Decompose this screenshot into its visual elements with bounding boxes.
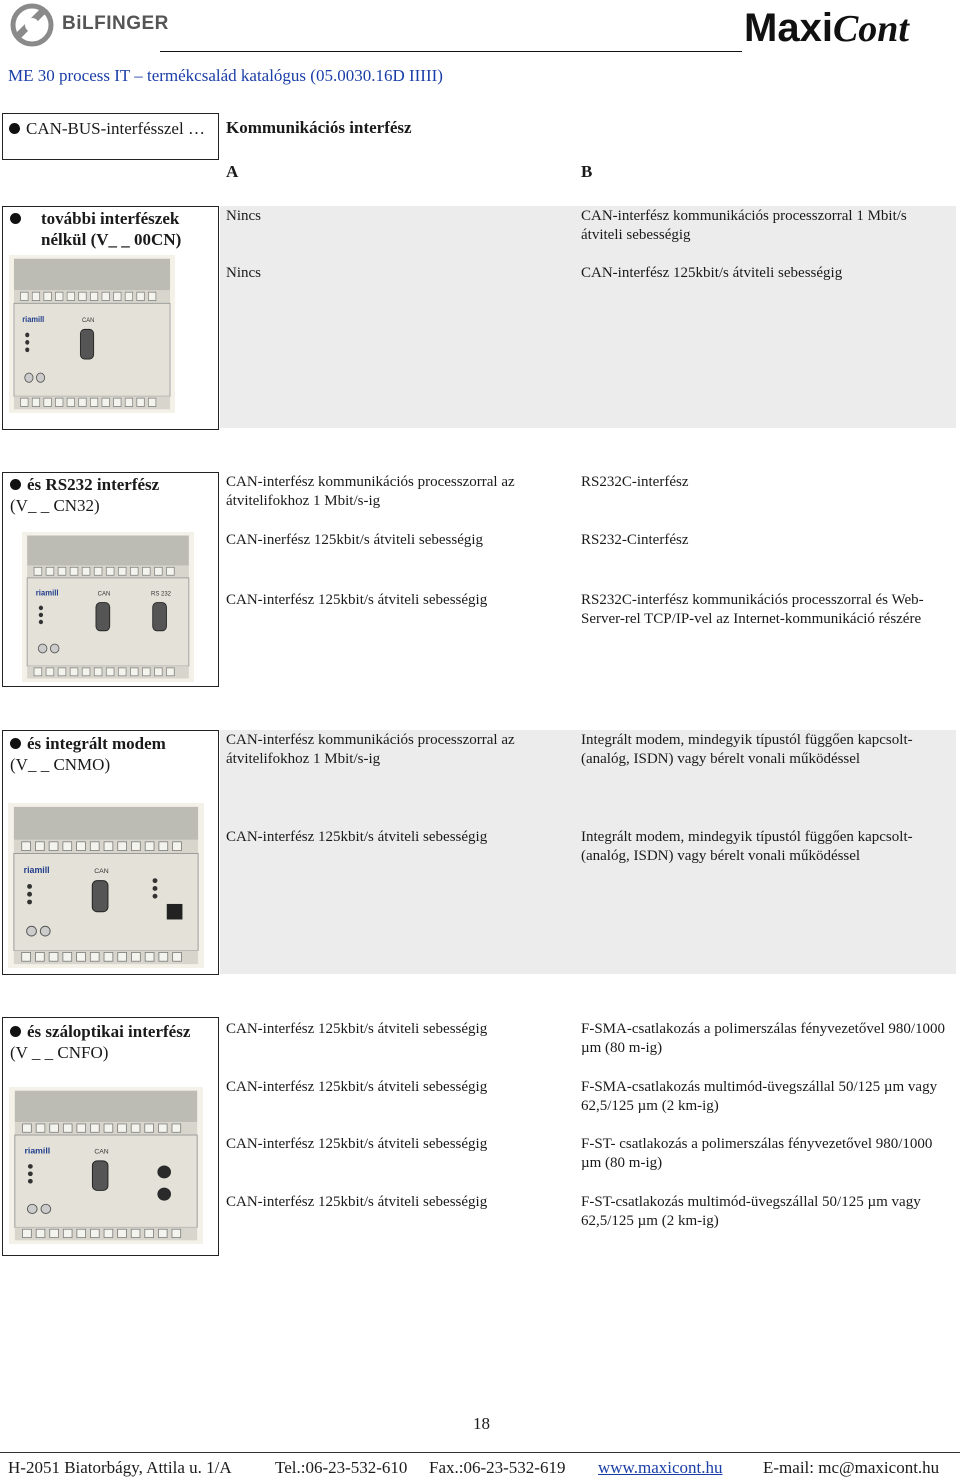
section-1-device-image bbox=[9, 255, 175, 413]
led-icon bbox=[27, 900, 32, 905]
s1-row2-b: CAN-interfész 125kbit/s átviteli sebességig bbox=[581, 265, 843, 281]
device-brand-label: riamill bbox=[35, 588, 59, 598]
terminal-icon bbox=[118, 567, 126, 575]
terminal-icon bbox=[36, 1124, 45, 1132]
dsub-port-icon bbox=[96, 603, 110, 631]
terminal-icon bbox=[145, 1124, 154, 1132]
terminal-icon bbox=[159, 842, 168, 851]
terminal-icon bbox=[77, 842, 86, 851]
terminal-icon bbox=[94, 567, 102, 575]
terminal-icon bbox=[154, 567, 162, 575]
can-port-label: CAN bbox=[97, 590, 111, 598]
rotary-switch-icon bbox=[36, 373, 44, 382]
terminal-icon bbox=[114, 292, 121, 300]
terminal-icon bbox=[63, 1124, 72, 1132]
terminal-icon bbox=[63, 842, 72, 851]
s3-row2-a: CAN-interfész 125kbit/s átviteli sebességig bbox=[226, 829, 488, 845]
rotary-switch-icon bbox=[40, 926, 50, 936]
company-logo bbox=[8, 2, 168, 48]
footer-fax: Fax.:06-23-532-619 bbox=[429, 1458, 566, 1477]
terminal-icon bbox=[90, 842, 99, 851]
terminal-icon bbox=[148, 292, 155, 300]
terminal-icon bbox=[137, 292, 144, 300]
s4-row2-b: F-SMA-csatlakozás multimód-üvegszállal 50/125 µm vagy 62,5/125 µm (2 km-ig) bbox=[581, 1079, 938, 1114]
terminal-icon bbox=[104, 1124, 113, 1132]
s2-row3-a: CAN-interfész 125kbit/s átviteli sebességig bbox=[226, 592, 488, 608]
s3-row2-b: Integrált modem, mindegyik típustól függően kapcsolt- (analóg, ISDN) vagy bérelt vonali működéssel bbox=[581, 829, 913, 864]
footer-tel: Tel.:06-23-532-610 bbox=[275, 1458, 408, 1477]
led-icon bbox=[25, 340, 29, 345]
column-a-header: A bbox=[226, 162, 239, 181]
brand-logo bbox=[744, 6, 909, 51]
bullet-icon bbox=[9, 123, 20, 134]
device-illustration bbox=[8, 803, 204, 968]
led-icon bbox=[28, 1179, 33, 1184]
s4-row2-a: CAN-interfész 125kbit/s átviteli sebességig bbox=[226, 1079, 488, 1095]
terminal-icon bbox=[22, 842, 31, 851]
s2-row1-b: RS232C-interfész bbox=[581, 474, 689, 490]
s2-row2-b: RS232-Cinterfész bbox=[581, 532, 689, 548]
device-illustration bbox=[22, 532, 194, 682]
terminal-icon bbox=[21, 292, 28, 300]
terminal-icon bbox=[145, 842, 154, 851]
terminal-icon bbox=[90, 1124, 99, 1132]
footer-email: E-mail: mc@maxicont.hu bbox=[763, 1458, 940, 1477]
footer-address: H-2051 Biatorbágy, Attila u. 1/A bbox=[8, 1458, 232, 1477]
device-brand-label: riamill bbox=[22, 314, 45, 325]
terminal-icon bbox=[70, 567, 78, 575]
terminal-icon bbox=[158, 1124, 167, 1132]
footer-website-link[interactable]: www.maxicont.hu bbox=[598, 1458, 723, 1477]
terminal-icon bbox=[130, 567, 138, 575]
device-illustration bbox=[9, 1087, 203, 1244]
led-icon bbox=[27, 884, 32, 889]
led-icon bbox=[27, 892, 32, 897]
can-port-label: CAN bbox=[94, 1148, 109, 1156]
s4-row4-b: F-ST-csatlakozás multimód-üvegszállal 50/125 µm vagy 62,5/125 µm (2 km-ig) bbox=[581, 1194, 921, 1229]
section-3-title-line2: (V_ _ CNMO) bbox=[10, 755, 111, 774]
terminal-icon bbox=[131, 842, 140, 851]
terminal-icon bbox=[79, 292, 86, 300]
device-brand-label: riamill bbox=[23, 864, 50, 875]
s4-row1-b: F-SMA-csatlakozás a polimerszálas fényvezetővel 980/1000 µm (80 m-ig) bbox=[581, 1021, 946, 1056]
s2-row2-a: CAN-inerfész 125kbit/s átviteli sebességig bbox=[226, 532, 484, 548]
rotary-switch-icon bbox=[50, 644, 59, 653]
s4-row3-a: CAN-interfész 125kbit/s átviteli sebességig bbox=[226, 1136, 488, 1152]
section-label-box bbox=[2, 113, 219, 160]
rs232-port-label: RS 232 bbox=[151, 590, 172, 598]
dsub-port-icon bbox=[92, 881, 108, 912]
section-4-title bbox=[10, 1021, 215, 1063]
section-2-title bbox=[10, 474, 215, 516]
section-1-title-line1: további interfészek bbox=[41, 209, 180, 228]
s1-row2-a: Nincs bbox=[226, 265, 261, 281]
column-b-header: B bbox=[581, 162, 593, 181]
bullet-icon bbox=[10, 1026, 21, 1037]
led-icon bbox=[39, 613, 43, 617]
page-number: 18 bbox=[473, 1414, 490, 1433]
terminal-icon bbox=[46, 567, 54, 575]
s4-row4-a: CAN-interfész 125kbit/s átviteli sebességig bbox=[226, 1194, 488, 1210]
section-4-device-image bbox=[9, 1087, 203, 1244]
led-icon bbox=[25, 347, 29, 352]
s4-row3-b: F-ST- csatlakozás a polimerszálas fényvezetővel 980/1000 µm (80 m-ig) bbox=[581, 1136, 933, 1171]
section-label: CAN-BUS-interfésszel … bbox=[26, 119, 205, 138]
fiber-connector-icon bbox=[157, 1188, 171, 1201]
section-1-title bbox=[10, 208, 210, 250]
rotary-switch-icon bbox=[25, 373, 33, 382]
section-4-title-line1: és száloptikai interfész bbox=[27, 1022, 191, 1041]
terminal-icon bbox=[106, 567, 114, 575]
terminal-icon bbox=[172, 1124, 181, 1132]
section-3-device-image bbox=[8, 803, 204, 968]
led-icon bbox=[28, 1172, 33, 1177]
rotary-switch-icon bbox=[41, 1204, 51, 1213]
s3-row1-a: CAN-interfész kommunikációs processzorral az átvitelifokhoz 1 Mbit/s-ig bbox=[226, 732, 515, 767]
s4-row1-a: CAN-interfész 125kbit/s átviteli sebességig bbox=[226, 1021, 488, 1037]
terminal-icon bbox=[55, 292, 62, 300]
led-icon bbox=[39, 606, 43, 610]
bullet-icon bbox=[10, 479, 21, 490]
terminal-icon bbox=[118, 1124, 127, 1132]
terminal-icon bbox=[58, 567, 66, 575]
s1-row1-b: CAN-interfész kommunikációs processzorral 1 Mbit/s átviteli sebességig bbox=[581, 208, 907, 243]
section-2-device-image bbox=[22, 532, 194, 682]
rotary-switch-icon bbox=[27, 926, 37, 936]
s1-row1-a: Nincs bbox=[226, 208, 261, 224]
terminal-icon bbox=[77, 1124, 86, 1132]
terminal-icon bbox=[90, 292, 97, 300]
can-port-label: CAN bbox=[82, 316, 95, 325]
section-4-title-line2: (V _ _ CNFO) bbox=[10, 1043, 109, 1062]
can-port-label: CAN bbox=[94, 867, 109, 875]
s3-row1-b: Integrált modem, mindegyik típustól függően kapcsolt- (analóg, ISDN) vagy bérelt vonali működéssel bbox=[581, 732, 913, 767]
led-icon bbox=[28, 1164, 33, 1169]
bullet-icon bbox=[10, 738, 21, 749]
terminal-icon bbox=[44, 292, 51, 300]
catalog-subtitle: ME 30 process IT – termékcsalád katalógus (05.0030.16D IIIII) bbox=[8, 66, 443, 85]
terminal-icon bbox=[173, 842, 182, 851]
dsub-port-icon bbox=[153, 603, 167, 631]
terminal-icon bbox=[131, 1124, 140, 1132]
rotary-switch-icon bbox=[38, 644, 47, 653]
bilfinger-emblem-icon bbox=[8, 2, 56, 48]
terminal-icon bbox=[125, 292, 132, 300]
s2-row3-b: RS232C-interfész kommunikációs processzorral és Web-Server-rel TCP/IP-vel az Internet-kommunikáció részére bbox=[581, 592, 924, 627]
terminal-icon bbox=[142, 567, 150, 575]
brand-script: Cont bbox=[832, 8, 909, 50]
terminal-icon bbox=[50, 1124, 59, 1132]
column-title: Kommunikációs interfész bbox=[226, 118, 412, 137]
led-icon bbox=[25, 333, 29, 338]
s2-row1-a: CAN-interfész kommunikációs processzorral az átvitelifokhoz 1 Mbit/s-ig bbox=[226, 474, 515, 509]
terminal-icon bbox=[104, 842, 113, 851]
section-2-title-line1: és RS232 interfész bbox=[27, 475, 160, 494]
led-icon bbox=[39, 620, 43, 624]
terminal-icon bbox=[67, 292, 74, 300]
footer-rule bbox=[0, 1452, 960, 1453]
company-name: BiLFINGER bbox=[62, 13, 169, 34]
device-illustration bbox=[9, 255, 175, 413]
terminal-icon bbox=[34, 567, 42, 575]
terminal-icon bbox=[166, 567, 174, 575]
section-3-title-line1: és integrált modem bbox=[27, 734, 166, 753]
terminal-icon bbox=[118, 842, 127, 851]
device-brand-label: riamill bbox=[24, 1145, 51, 1156]
terminal-icon bbox=[32, 292, 39, 300]
dsub-port-icon bbox=[80, 329, 93, 359]
dsub-port-icon bbox=[92, 1161, 108, 1191]
fiber-connector-icon bbox=[157, 1166, 171, 1179]
rj-port-icon bbox=[167, 904, 183, 920]
header-rule bbox=[160, 51, 742, 52]
brand-main: Maxi bbox=[744, 6, 833, 50]
terminal-icon bbox=[35, 842, 44, 851]
terminal-icon bbox=[82, 567, 90, 575]
section-3-title bbox=[10, 733, 215, 775]
bullet-icon bbox=[10, 213, 21, 224]
terminal-icon bbox=[102, 292, 109, 300]
rotary-switch-icon bbox=[27, 1204, 37, 1213]
section-2-title-line2: (V_ _ CN32) bbox=[10, 496, 100, 515]
terminal-icon bbox=[23, 1124, 32, 1132]
terminal-icon bbox=[49, 842, 58, 851]
section-1-title-line2: nélkül (V_ _ 00CN) bbox=[41, 230, 182, 249]
